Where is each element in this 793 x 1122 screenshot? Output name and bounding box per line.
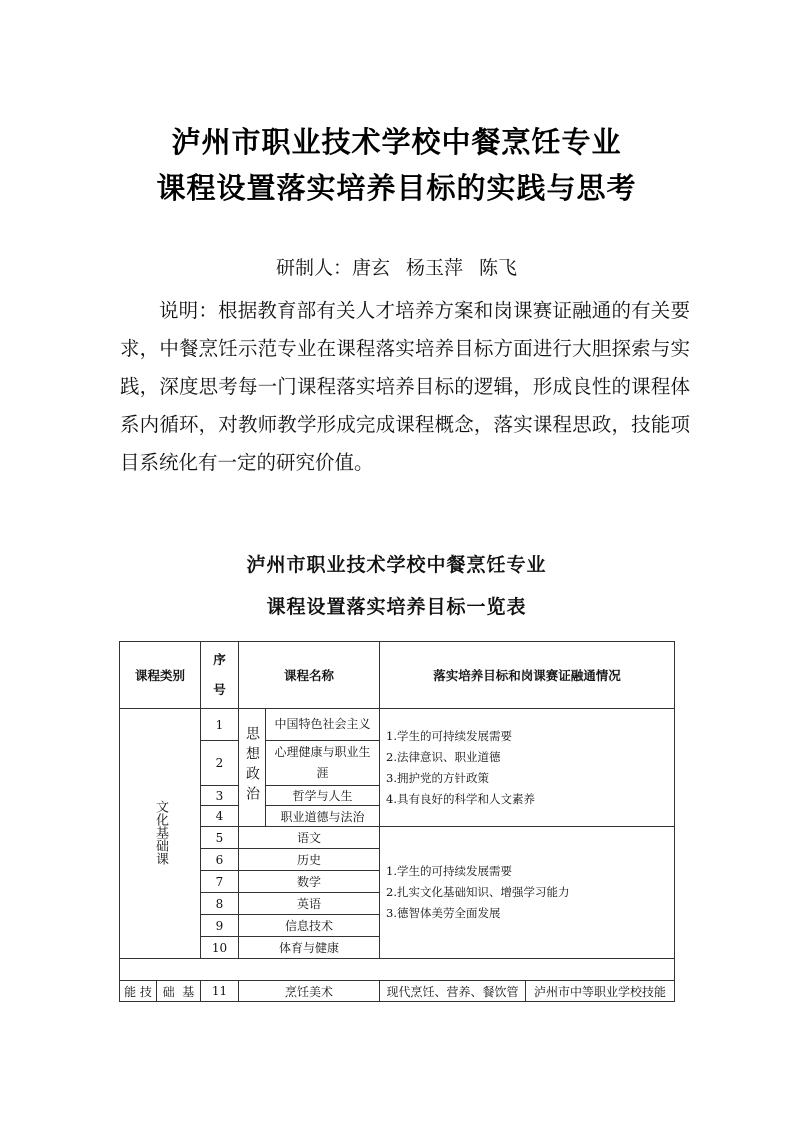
course-name-cell: 心理健康与职业生涯 — [266, 741, 380, 786]
author-name: 陈飞 — [479, 257, 518, 279]
seq-cell: 5 — [201, 827, 239, 849]
table-row — [120, 827, 675, 849]
course-name-cell: 烹饪美术 — [239, 981, 380, 1002]
table-header-row — [120, 642, 675, 709]
goal-item: 1.学生的可持续发展需要 — [386, 728, 512, 743]
authors-label: 研制人： — [275, 257, 352, 279]
seq-cell: 6 — [201, 849, 239, 871]
header-category: 课程类别 — [120, 642, 201, 709]
table-title-line1: 泸州市职业技术学校中餐烹饪专业 — [246, 554, 547, 576]
category-skill-a: 能 技 — [120, 981, 157, 1002]
politics-group: 思想政治 — [239, 709, 266, 827]
seq-cell: 11 — [201, 981, 239, 1002]
table-row — [120, 709, 675, 741]
course-name-cell: 英语 — [239, 893, 380, 915]
document-title-line2: 课程设置落实培养目标的实践与思考 — [156, 171, 637, 205]
seq-cell: 2 — [201, 741, 239, 786]
goal-item: 1.学生的可持续发展需要 — [386, 864, 512, 878]
category-skill-b: 础 基 — [157, 981, 201, 1002]
course-name-cell: 数学 — [239, 871, 380, 893]
politics-goals — [380, 709, 675, 827]
header-course-name: 课程名称 — [239, 642, 380, 709]
course-name-cell: 信息技术 — [239, 915, 380, 937]
goal-item: 4.具有良好的科学和人文素养 — [386, 791, 535, 806]
table-row — [120, 981, 675, 1002]
author-name: 杨玉萍 — [406, 257, 464, 279]
table-title-line2: 课程设置落实培养目标一览表 — [266, 596, 527, 618]
goal-item: 2.扎实文化基础知识、增强学习能力 — [386, 885, 570, 899]
table-row-empty — [120, 959, 675, 981]
header-goals: 落实培养目标和岗课赛证融通情况 — [380, 642, 675, 709]
header-seq: 序 号 — [201, 642, 239, 709]
course-name-cell: 体育与健康 — [239, 937, 380, 959]
seq-cell: 1 — [201, 709, 239, 741]
course-name-cell: 中国特色社会主义 — [266, 709, 380, 741]
course-name-cell: 哲学与人生 — [266, 786, 380, 806]
seq-cell: 8 — [201, 893, 239, 915]
seq-cell: 10 — [201, 937, 239, 959]
course-name-cell: 职业道德与法治 — [266, 806, 380, 827]
seq-cell: 9 — [201, 915, 239, 937]
seq-cell: 7 — [201, 871, 239, 893]
document-title-line1: 泸州市职业技术学校中餐烹饪专业 — [171, 125, 622, 159]
goal-cell-b: 泸州市中等职业学校技能 — [526, 981, 675, 1002]
course-name-cell: 历史 — [239, 849, 380, 871]
authors-line — [0, 253, 793, 280]
course-name-cell: 语文 — [239, 827, 380, 849]
description-paragraph: 说明：根据教育部有关人才培养方案和岗课赛证融通的有关要求，中餐烹饪示范专业在课程落实培养目标方面进行大胆探索与实践，深度思考每一门课程落实培养目标的逻辑，形成良性的课程体系内循环，对教师教学形成完成课程概念，落实课程思政，技能项目系统化有一定的研究价值。 — [120, 299, 690, 474]
category-culture: 文化基础课 — [120, 709, 201, 959]
seq-cell: 4 — [201, 806, 239, 827]
general-goals — [380, 827, 675, 959]
goal-item: 2.法律意识、职业道德 — [386, 749, 501, 764]
goal-cell-a: 现代烹饪、营养、餐饮管 — [380, 981, 526, 1002]
author-name: 唐玄 — [351, 257, 390, 279]
goal-item: 3.拥护党的方针政策 — [386, 770, 489, 785]
empty-cell — [120, 959, 675, 981]
course-table — [119, 641, 675, 1002]
goal-item: 3.德智体美劳全面发展 — [386, 906, 501, 920]
seq-cell: 3 — [201, 786, 239, 806]
